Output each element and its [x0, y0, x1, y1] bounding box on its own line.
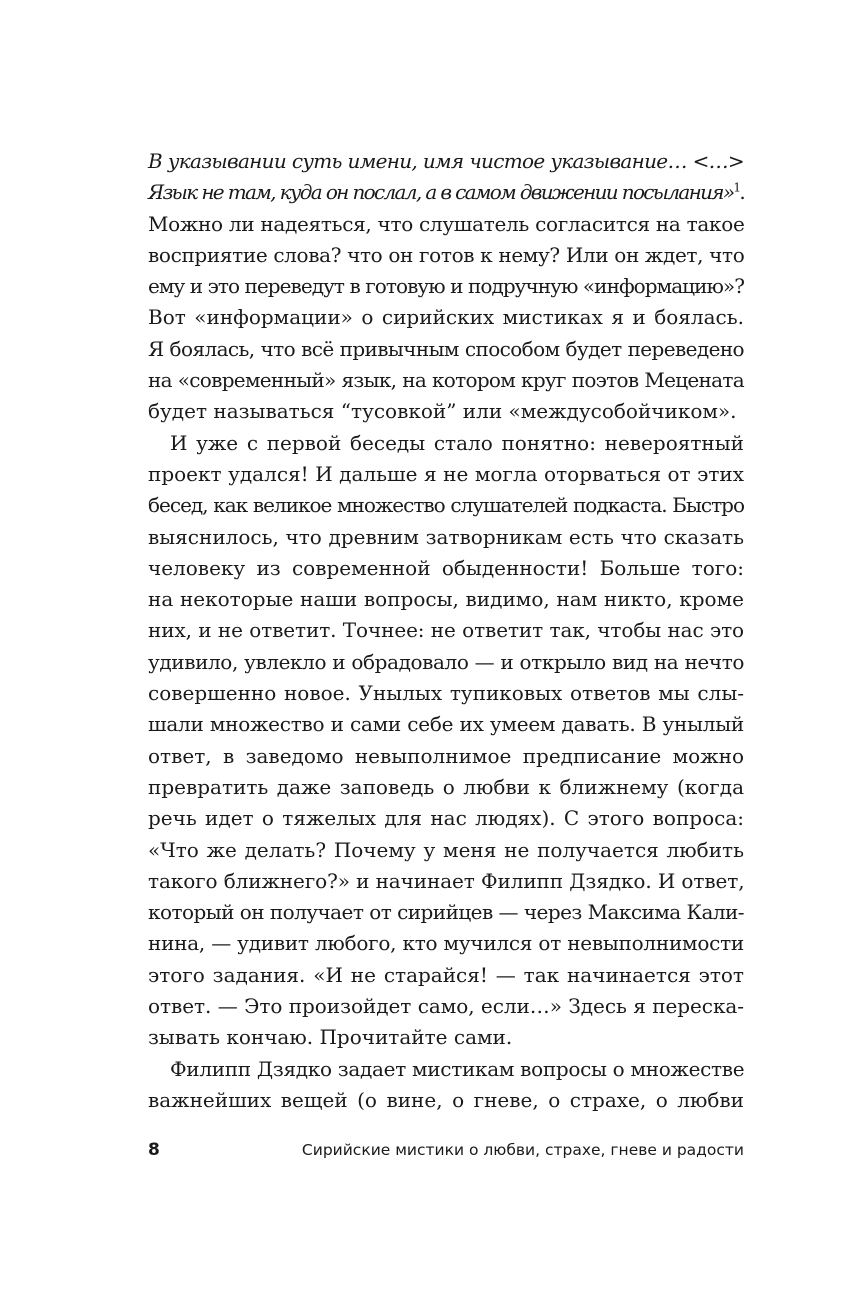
text-line: превратить даже заповедь о любви к ближнему (когда [148, 774, 744, 799]
body-text [148, 146, 744, 1116]
text-line: «Что же делать? Почему у меня не получается любить [148, 837, 744, 862]
text-line: ему и это переведут в готовую и подручную «информацию»? [148, 274, 744, 299]
text-line: ответ. — Это произойдет само, если…» Здесь я переска- [148, 994, 744, 1019]
text-line: на «современный» язык, на котором круг поэтов Мецената [148, 368, 744, 393]
text-line: такого ближнего?» и начинает Филипп Дзядко. И ответ, [148, 868, 745, 893]
text-line: ответ, в заведомо невыполнимое предписание можно [148, 743, 744, 768]
text-line: шали множество и сами себе их умеем давать. В унылый [148, 712, 744, 737]
text-line: восприятие слова? что он готов к нему? Или он ждет, что [148, 242, 745, 267]
text-line: Вот «информации» о сирийских мистиках я и боялась. [148, 305, 744, 330]
running-title: Сирийские мистики о любви, страхе, гневе и радости [301, 1141, 744, 1159]
text-line: который он получает от сирийцев — через Максима Кали- [148, 900, 744, 925]
quote-line [148, 177, 744, 208]
text-line: этого задания. «И не старайся! — так начинается этот [148, 962, 744, 987]
text-line: И уже с первой беседы стало понятно: невероятный [170, 430, 744, 455]
text-line: Можно ли надеяться, что слушатель согласится на такое [148, 211, 745, 236]
text-line: важнейших вещей (о вине, о гневе, о страхе, о любви [148, 1087, 744, 1112]
text-line: речь идет о тяжелых для нас людях). С этого вопроса: [148, 806, 744, 831]
text-line: проект удался! И дальше я не могла оторваться от этих [148, 461, 744, 486]
text-line: Филипп Дзядко задает мистикам вопросы о множестве [170, 1056, 745, 1081]
text-line: Я боялась, что всё привычным способом будет переведено [148, 336, 744, 361]
footnote-ref[interactable]: 1 [733, 180, 740, 195]
text-line: удивило, увлекло и обрадовало — и открыло вид на нечто [148, 649, 744, 674]
text-line: зывать кончаю. Прочитайте сами. [148, 1025, 513, 1050]
text-line: нина, — удивит любого, кто мучился от невыполнимости [148, 931, 744, 956]
page-footer [148, 1140, 744, 1166]
text-line: совершенно новое. Унылых тупиковых ответов мы слы- [148, 681, 744, 706]
text-line: бесед, как великое множество слушателей подкаста. Быстро [148, 493, 744, 518]
quote-line: В указывании суть имени, имя чистое указывание… <…> [148, 149, 744, 173]
text-line: них, и не ответит. Точнее: не ответит так, чтобы нас это [148, 618, 744, 643]
text-line: на некоторые наши вопросы, видимо, нам никто, кроме [148, 587, 744, 612]
text-line: будет называться “тусовкой” или «междусобойчиком». [148, 399, 737, 424]
page-number: 8 [148, 1140, 160, 1160]
text-line: человеку из современной обыденности! Больше того: [148, 555, 744, 580]
text-line: выяснилось, что древним затворникам есть что сказать [148, 524, 744, 549]
quote-end: . [739, 180, 744, 205]
quote-text: Язык не там, куда он послал, а в самом движении посылания» [148, 180, 734, 205]
